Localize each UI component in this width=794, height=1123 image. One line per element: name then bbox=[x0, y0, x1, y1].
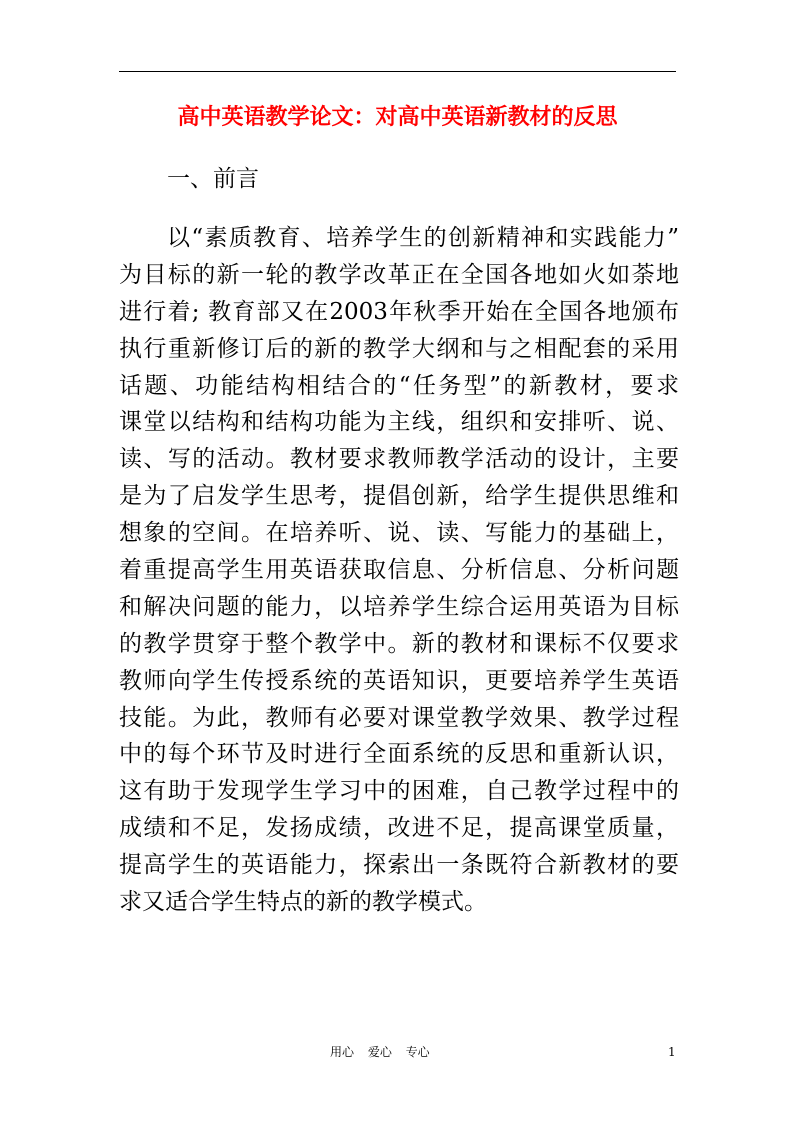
page-number: 1 bbox=[668, 1045, 676, 1059]
paragraph-line: 提高学生的英语能力，探索出一条既符合新教材的要 bbox=[119, 852, 679, 879]
paragraph-line: 中的每个环节及时进行全面系统的反思和重新认识， bbox=[119, 741, 679, 768]
paragraph-line: 成绩和不足，发扬成绩，改进不足，提高课堂质量， bbox=[119, 815, 679, 842]
paragraph-line: 课堂以结构和结构功能为主线，组织和安排听、说、 bbox=[119, 409, 679, 436]
paragraph-line: 这有助于发现学生学习中的困难，自己教学过程中的 bbox=[119, 778, 679, 805]
paragraph-line: 读、写的活动。教材要求教师教学活动的设计，主要 bbox=[119, 446, 679, 473]
paragraph-line: 和解决问题的能力，以培养学生综合运用英语为目标 bbox=[119, 593, 679, 620]
paragraph-line: 话题、功能结构相结合的“任务型”的新教材，要求 bbox=[119, 372, 679, 399]
paragraph-line: 技能。为此，教师有必要对课堂教学效果、教学过程 bbox=[119, 704, 679, 731]
paragraph-line: 想象的空间。在培养听、说、读、写能力的基础上， bbox=[119, 520, 679, 547]
paragraph-line: 为目标的新一轮的教学改革正在全国各地如火如荼地 bbox=[119, 261, 679, 288]
section-heading: 一、前言 bbox=[167, 166, 259, 192]
body-paragraph bbox=[119, 220, 679, 921]
header-rule bbox=[119, 71, 676, 72]
paragraph-line: 以“素质教育、培养学生的创新精神和实践能力” bbox=[167, 225, 679, 251]
paragraph-line: 是为了启发学生思考，提倡创新，给学生提供思维和 bbox=[119, 483, 679, 510]
page-footer bbox=[0, 1042, 794, 1062]
paragraph-line: 的教学贯穿于整个教学中。新的教材和课标不仅要求 bbox=[119, 630, 679, 657]
footer-motto: 用心 爱心 专心 bbox=[330, 1045, 430, 1059]
paragraph-line: 着重提高学生用英语获取信息、分析信息、分析问题 bbox=[119, 557, 679, 584]
paragraph-line: 进行着; 教育部又在2003年秋季开始在全国各地颁布 bbox=[119, 298, 679, 325]
paragraph-line: 求又适合学生特点的新的教学模式。 bbox=[119, 889, 487, 916]
document-title: 高中英语教学论文：对高中英语新教材的反思 bbox=[177, 104, 618, 130]
paragraph-line: 执行重新修订后的新的教学大纲和与之相配套的采用 bbox=[119, 335, 679, 362]
paragraph-line: 教师向学生传授系统的英语知识，更要培养学生英语 bbox=[119, 667, 679, 694]
